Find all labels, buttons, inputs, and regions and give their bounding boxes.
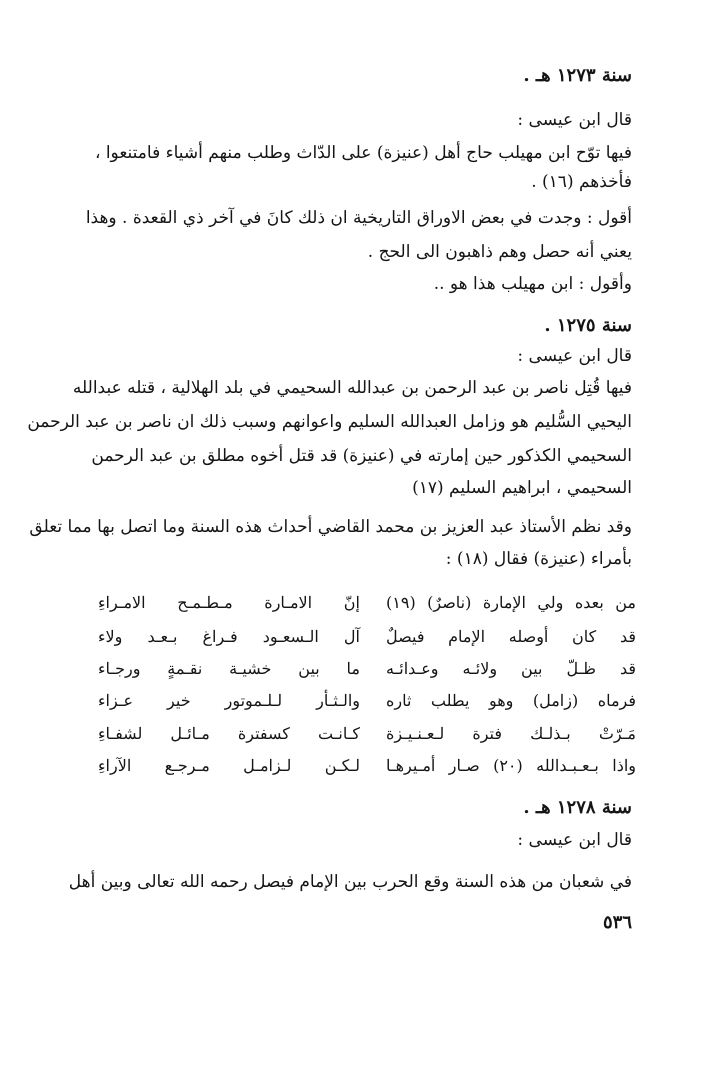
paragraph-line: في شعبان من هذه السنة وقع الحرب بين الإمام فيصل رحمه الله تعالى وبين أهل (68, 872, 632, 892)
poem-verse (98, 590, 636, 616)
poem-hemistich-first: من بعده ولي الإمارة (ناصرٌ) (١٩) (386, 593, 636, 612)
poem-hemistich-first: مَـرّتْ بـذلـك فترة لـعـنـيـزة (386, 724, 636, 743)
attribution-line: قال ابن عيسى : (517, 110, 632, 130)
poem-hemistich-first: فرماه (زامل) وهو يطلب ثاره (386, 691, 636, 710)
year-heading-1278: سنة ١٢٧٨ هـ . (523, 797, 632, 818)
poem-verse (98, 624, 636, 650)
paragraph-line: اليحيي السُّليم هو وزامل العبدالله السليم واعوانهم وسبب ذلك ان ناصر بن عبد الرحمن (27, 412, 632, 432)
poem-hemistich-first: واذا بـعـبـدالله (٢٠) صـار أمـيرهـا (386, 756, 636, 775)
poem-hemistich-second: إنّ الامـارة مـطـمـح الامـراءِ (98, 593, 360, 612)
attribution-line: قال ابن عيسى : (517, 830, 632, 850)
poem-hemistich-second: آل الـسعـود فـراغ بـعـد ولاء (98, 627, 360, 646)
poem-verse (98, 656, 636, 682)
page-number: ٥٣٦ (602, 912, 632, 933)
paragraph-line: أقول : وجدت في بعض الاوراق التاريخية ان ذلك كانَ في آخر ذي القعدة . وهذا (85, 208, 632, 228)
paragraph-line: وأقول : ابن مهيلب هذا هو .. (433, 274, 632, 294)
poem-verse (98, 753, 636, 779)
poem-hemistich-first: قد ظـلّ بين ولائـه وعـدائـه (386, 659, 636, 678)
poem-verse (98, 721, 636, 747)
paragraph-line: يعني أنه حصل وهم ذاهبون الى الحج . (367, 242, 632, 262)
attribution-line: قال ابن عيسى : (517, 346, 632, 366)
poem-hemistich-second: لـكـن لـزامـل مـرجـع الآراءِ (98, 756, 360, 775)
poem-hemistich-second: كـانـت كسفترة مـائـل لشفـاءِ (98, 724, 360, 743)
paragraph-line: السحيمي ، ابراهيم السليم (١٧) (412, 478, 632, 498)
poem-verse (98, 688, 636, 714)
poem-hemistich-first: قد كان أوصله الإمام فيصلٌ (386, 627, 636, 646)
paragraph-line: فيها توّح ابن مهيلب حاج أهل (عنيزة) على الدّاث وطلب منهم أشياء فامتنعوا ، (94, 143, 632, 163)
paragraph-line: وقد نظم الأستاذ عبد العزيز بن محمد القاضي أحداث هذه السنة وما اتصل بها مما تعلق (29, 517, 632, 537)
paragraph-line: السحيمي الكذكور حين إمارته في (عنيزة) قد قتل أخوه مطلق بن عبد الرحمن (91, 446, 632, 466)
paragraph-line: بأمراء (عنيزة) فقال (١٨) : (445, 549, 632, 569)
year-heading-1275: سنة ١٢٧٥ . (544, 315, 632, 336)
year-heading-1273: سنة ١٢٧٣ هـ . (523, 65, 632, 86)
poem-hemistich-second: والـثـأر لـلـموتور خير عـزاء (98, 691, 360, 710)
paragraph-line: فأخذهم (١٦) . (531, 172, 632, 192)
paragraph-line: فيها قُتِل ناصر بن عبد الرحمن بن عبدالله السحيمي في بلد الهلالية ، قتله عبدالله (72, 378, 632, 398)
poem-hemistich-second: ما بين خشيـة نقـمةٍ ورجـاء (98, 659, 360, 678)
